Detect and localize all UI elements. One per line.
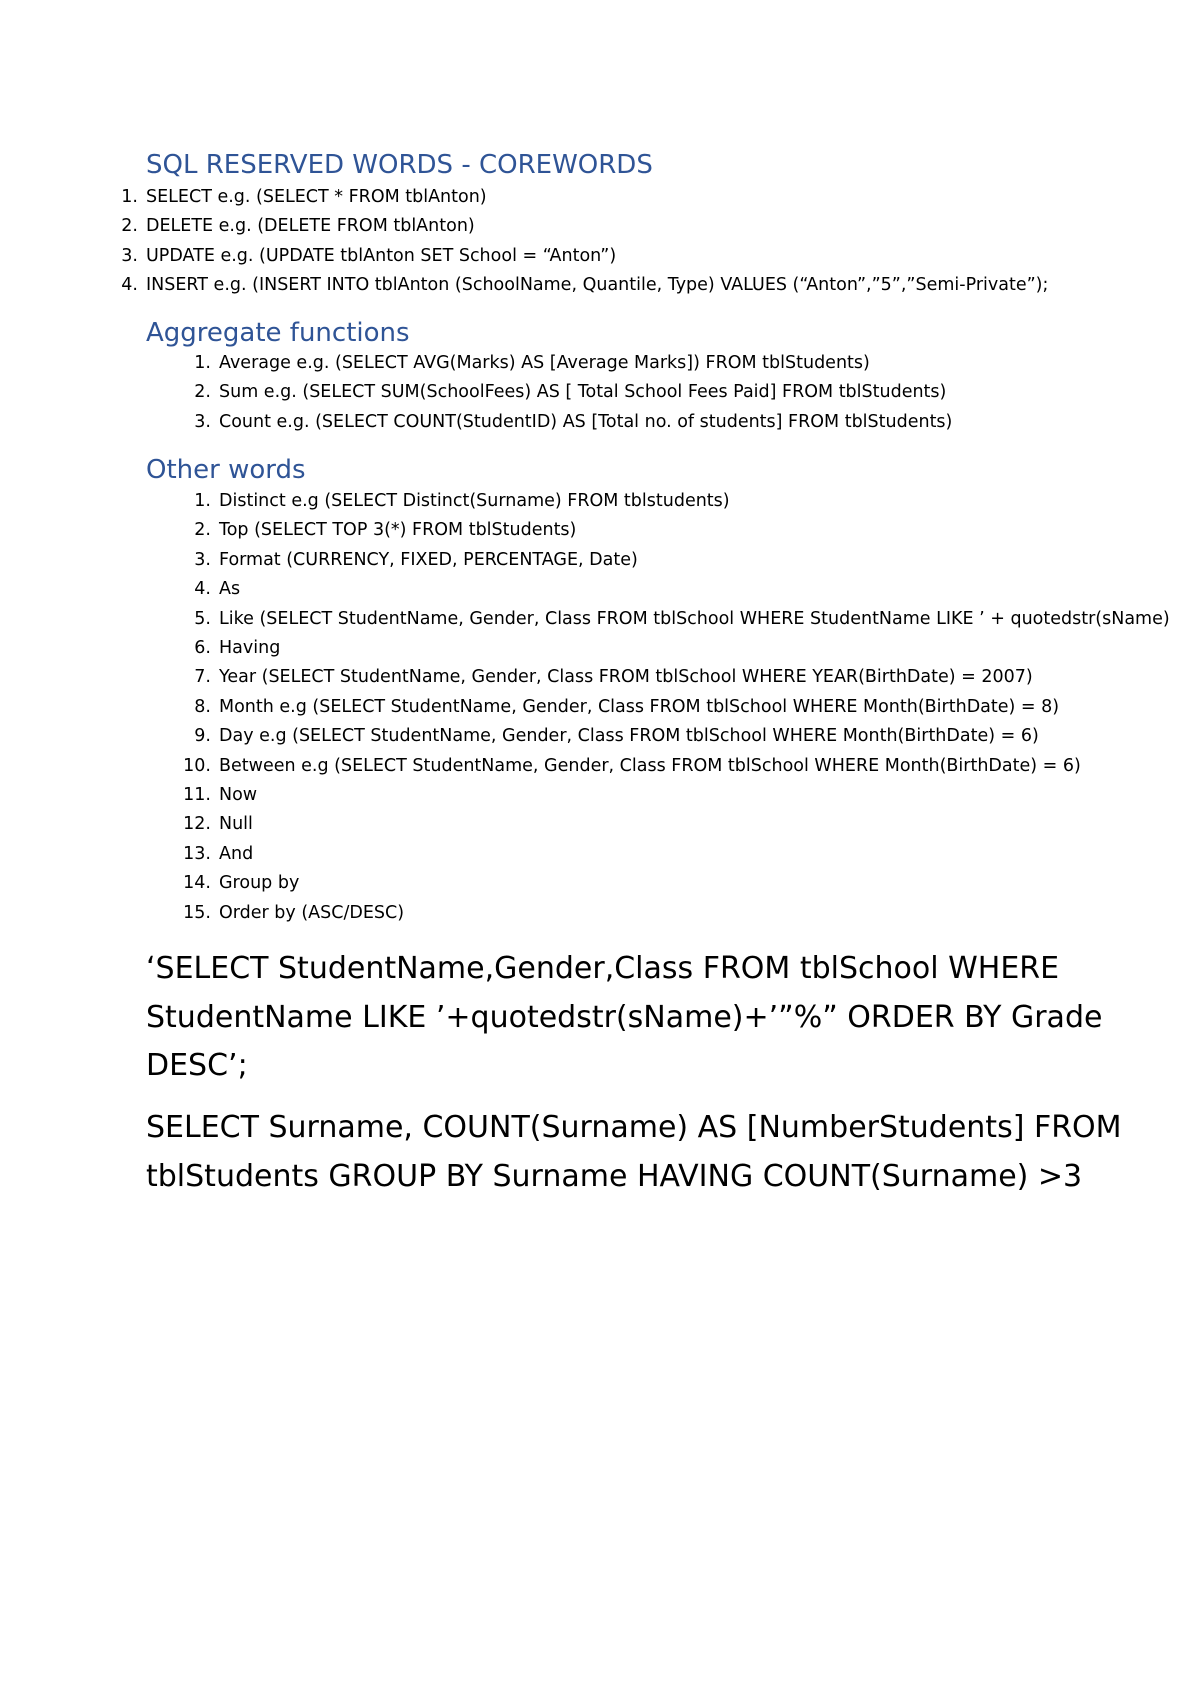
list-text: Order by (ASC/DESC)	[219, 902, 405, 923]
sql-example-like-query: ‘SELECT StudentName,Gender,Class FROM tblSchool WHERE StudentName LIKE ’+quotedstr(sName)+’”%” ORDER BY Grade DESC’;	[146, 951, 1103, 1083]
list-number: 3.	[194, 411, 211, 432]
list-text: Year (SELECT StudentName, Gender, Class FROM tblSchool WHERE YEAR(BirthDate) = 2007)	[219, 667, 1033, 688]
list-number: 5.	[194, 608, 211, 629]
list-text: Having	[219, 638, 281, 659]
list-item	[194, 349, 952, 378]
list-number: 11.	[183, 785, 211, 806]
list-text: Top (SELECT TOP 3(*) FROM tblStudents)	[219, 520, 577, 541]
list-item	[194, 663, 1170, 692]
list-item	[194, 408, 953, 437]
list-text: Count e.g. (SELECT COUNT(StudentID) AS [Total no. of students] FROM tblStudents)	[219, 411, 953, 432]
list-text: SELECT e.g. (SELECT * FROM tblAnton)	[146, 187, 487, 207]
aggregate-heading: Aggregate functions	[146, 318, 410, 348]
list-item	[194, 487, 1170, 516]
list-item	[194, 722, 1170, 751]
list-item	[194, 378, 952, 407]
list-number: 3.	[121, 245, 138, 266]
list-number: 7.	[194, 667, 211, 688]
list-text: Month e.g (SELECT StudentName, Gender, Class FROM tblSchool WHERE Month(BirthDate) = 8)	[219, 696, 1060, 717]
list-item	[121, 271, 1049, 300]
corewords-list	[121, 183, 1049, 301]
list-item	[183, 810, 1170, 839]
list-item	[183, 869, 1170, 898]
list-number: 6.	[194, 638, 211, 659]
list-item	[194, 516, 1170, 545]
list-number: 15.	[183, 902, 211, 923]
list-item	[194, 605, 1170, 634]
list-text: Now	[219, 785, 258, 806]
list-item	[183, 752, 1170, 781]
aggregate-list	[194, 349, 953, 437]
sql-example-having-query: SELECT Surname, COUNT(Surname) AS [NumberStudents] FROM tblStudents GROUP BY Surname HAVING COUNT(Surname) >3	[146, 1110, 1122, 1194]
list-number: 14.	[183, 873, 211, 894]
list-text: Sum e.g. (SELECT SUM(SchoolFees) AS [ Total School Fees Paid] FROM tblStudents)	[219, 382, 947, 403]
list-text: Distinct e.g (SELECT Distinct(Surname) FROM tblstudents)	[219, 491, 730, 511]
list-item	[194, 634, 1170, 663]
list-number: 12.	[183, 814, 211, 835]
list-text: DELETE e.g. (DELETE FROM tblAnton)	[146, 216, 475, 237]
list-text: As	[219, 579, 241, 600]
list-number: 8.	[194, 696, 211, 717]
list-text: Group by	[219, 873, 300, 894]
list-number: 4.	[121, 275, 138, 296]
list-number: 13.	[183, 843, 211, 864]
list-item	[121, 242, 1048, 271]
list-number: 4.	[194, 579, 211, 600]
list-number: 2.	[194, 520, 211, 541]
list-text: Average e.g. (SELECT AVG(Marks) AS [Average Marks]) FROM tblStudents)	[219, 353, 870, 373]
list-number: 2.	[194, 382, 211, 403]
list-text: INSERT e.g. (INSERT INTO tblAnton (SchoolName, Quantile, Type) VALUES (“Anton”,”5”,”Semi-Private”);	[146, 275, 1049, 296]
list-text: Format (CURRENCY, FIXED, PERCENTAGE, Date)	[219, 549, 638, 570]
corewords-heading: SQL RESERVED WORDS - COREWORDS	[146, 150, 653, 180]
list-number: 3.	[194, 549, 211, 570]
list-item	[183, 781, 1170, 810]
other-words-list	[183, 487, 1170, 928]
list-item	[121, 183, 1048, 212]
other-words-heading: Other words	[146, 455, 306, 485]
list-item	[183, 899, 1170, 928]
list-item	[194, 693, 1170, 722]
list-text: Between e.g (SELECT StudentName, Gender, Class FROM tblSchool WHERE Month(BirthDate) = 6)	[219, 755, 1081, 776]
list-text: Day e.g (SELECT StudentName, Gender, Class FROM tblSchool WHERE Month(BirthDate) = 6)	[219, 726, 1039, 747]
list-number: 10.	[183, 755, 211, 776]
list-number: 2.	[121, 216, 138, 237]
list-text: And	[219, 843, 254, 864]
list-number: 1.	[121, 187, 138, 207]
list-item	[121, 212, 1048, 241]
list-text: Null	[219, 814, 253, 835]
list-item	[183, 840, 1170, 869]
list-number: 1.	[194, 491, 211, 511]
list-text: Like (SELECT StudentName, Gender, Class FROM tblSchool WHERE StudentName LIKE ’ + quotedstr(sName)	[219, 608, 1170, 629]
list-number: 1.	[194, 353, 211, 373]
list-item	[194, 546, 1170, 575]
list-item	[194, 575, 1170, 604]
list-text: UPDATE e.g. (UPDATE tblAnton SET School = “Anton”)	[146, 245, 617, 266]
list-number: 9.	[194, 726, 211, 747]
